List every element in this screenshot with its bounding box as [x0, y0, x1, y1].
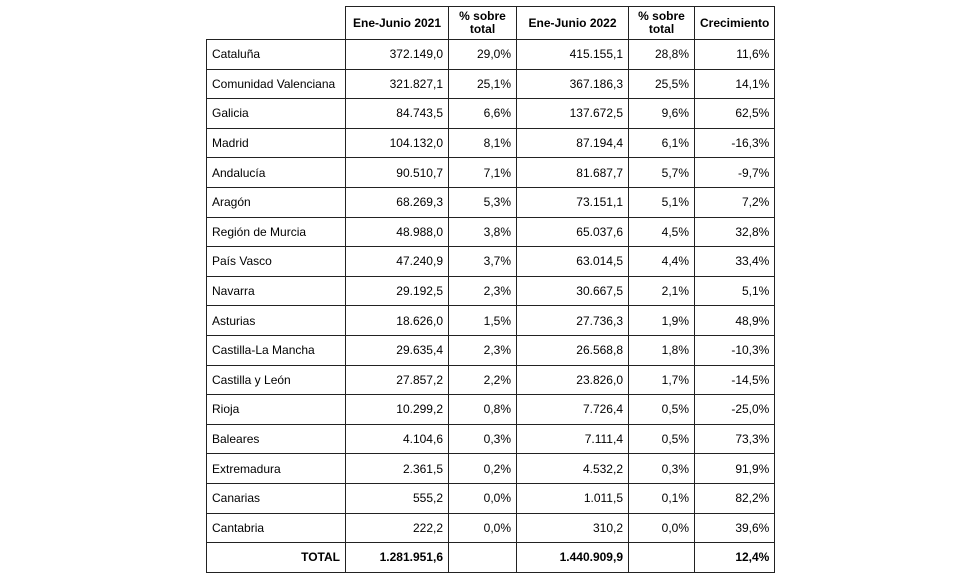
- table-row: [207, 69, 775, 99]
- table-row: [207, 454, 775, 484]
- cell-growth: 33,4%: [695, 247, 775, 277]
- cell-pct-2022: 1,8%: [629, 335, 695, 365]
- cell-growth: 48,9%: [695, 306, 775, 336]
- cell-pct-2022: 1,9%: [629, 306, 695, 336]
- cell-pct-2022: 1,7%: [629, 365, 695, 395]
- cell-val-2021: 321.827,1: [346, 69, 449, 99]
- total-growth: 12,4%: [695, 543, 775, 573]
- cell-val-2022: 30.667,5: [517, 276, 629, 306]
- cell-growth: -25,0%: [695, 395, 775, 425]
- cell-pct-2022: 0,3%: [629, 454, 695, 484]
- cell-region: País Vasco: [207, 247, 346, 277]
- table-row: [207, 306, 775, 336]
- cell-pct-2022: 0,0%: [629, 513, 695, 543]
- cell-region: Aragón: [207, 187, 346, 217]
- table-row: [207, 128, 775, 158]
- cell-val-2021: 372.149,0: [346, 40, 449, 70]
- total-val-2022: 1.440.909,9: [517, 543, 629, 573]
- cell-val-2022: 7.111,4: [517, 424, 629, 454]
- cell-region: Rioja: [207, 395, 346, 425]
- cell-pct-2021: 2,3%: [449, 335, 517, 365]
- cell-pct-2022: 0,1%: [629, 483, 695, 513]
- cell-val-2021: 47.240,9: [346, 247, 449, 277]
- cell-val-2022: 4.532,2: [517, 454, 629, 484]
- total-pct-2021: [449, 543, 517, 573]
- cell-growth: 7,2%: [695, 187, 775, 217]
- cell-pct-2021: 0,8%: [449, 395, 517, 425]
- cell-val-2021: 2.361,5: [346, 454, 449, 484]
- cell-val-2021: 10.299,2: [346, 395, 449, 425]
- cell-val-2021: 48.988,0: [346, 217, 449, 247]
- cell-pct-2022: 6,1%: [629, 128, 695, 158]
- table-row: [207, 217, 775, 247]
- cell-growth: 73,3%: [695, 424, 775, 454]
- cell-region: Extremadura: [207, 454, 346, 484]
- cell-pct-2022: 9,6%: [629, 99, 695, 129]
- cell-pct-2022: 28,8%: [629, 40, 695, 70]
- cell-val-2021: 84.743,5: [346, 99, 449, 129]
- header-val-2021: Ene-Junio 2021: [346, 7, 449, 40]
- cell-pct-2021: 3,7%: [449, 247, 517, 277]
- cell-val-2021: 18.626,0: [346, 306, 449, 336]
- table-header-row: [207, 7, 775, 40]
- cell-pct-2022: 4,4%: [629, 247, 695, 277]
- cell-pct-2021: 5,3%: [449, 187, 517, 217]
- cell-growth: 91,9%: [695, 454, 775, 484]
- table-row: [207, 335, 775, 365]
- table-row: [207, 158, 775, 188]
- cell-pct-2021: 25,1%: [449, 69, 517, 99]
- table-row: [207, 365, 775, 395]
- cell-val-2022: 23.826,0: [517, 365, 629, 395]
- cell-val-2022: 137.672,5: [517, 99, 629, 129]
- cell-region: Navarra: [207, 276, 346, 306]
- cell-growth: 14,1%: [695, 69, 775, 99]
- cell-region: Castilla y León: [207, 365, 346, 395]
- cell-val-2022: 1.011,5: [517, 483, 629, 513]
- cell-val-2022: 415.155,1: [517, 40, 629, 70]
- cell-val-2021: 555,2: [346, 483, 449, 513]
- cell-growth: -10,3%: [695, 335, 775, 365]
- cell-val-2021: 90.510,7: [346, 158, 449, 188]
- table-row: [207, 424, 775, 454]
- cell-pct-2022: 2,1%: [629, 276, 695, 306]
- cell-growth: 32,8%: [695, 217, 775, 247]
- cell-pct-2021: 0,3%: [449, 424, 517, 454]
- cell-growth: -14,5%: [695, 365, 775, 395]
- cell-pct-2021: 8,1%: [449, 128, 517, 158]
- table-row: [207, 247, 775, 277]
- table-row: [207, 40, 775, 70]
- cell-pct-2021: 6,6%: [449, 99, 517, 129]
- cell-pct-2021: 2,2%: [449, 365, 517, 395]
- cell-pct-2021: 1,5%: [449, 306, 517, 336]
- cell-growth: 39,6%: [695, 513, 775, 543]
- cell-pct-2022: 5,1%: [629, 187, 695, 217]
- cell-pct-2021: 2,3%: [449, 276, 517, 306]
- header-pct-2022: % sobre total: [629, 7, 695, 40]
- cell-val-2021: 27.857,2: [346, 365, 449, 395]
- cell-pct-2021: 0,2%: [449, 454, 517, 484]
- table-row: [207, 99, 775, 129]
- cell-pct-2022: 4,5%: [629, 217, 695, 247]
- cell-val-2022: 367.186,3: [517, 69, 629, 99]
- cell-pct-2021: 0,0%: [449, 513, 517, 543]
- total-row: [207, 543, 775, 573]
- cell-pct-2022: 0,5%: [629, 395, 695, 425]
- cell-pct-2021: 29,0%: [449, 40, 517, 70]
- cell-region: Asturias: [207, 306, 346, 336]
- cell-val-2022: 310,2: [517, 513, 629, 543]
- cell-growth: 5,1%: [695, 276, 775, 306]
- header-pct-2021: % sobre total: [449, 7, 517, 40]
- cell-pct-2022: 0,5%: [629, 424, 695, 454]
- table-row: [207, 513, 775, 543]
- header-val-2022: Ene-Junio 2022: [517, 7, 629, 40]
- cell-pct-2022: 5,7%: [629, 158, 695, 188]
- table-row: [207, 187, 775, 217]
- cell-growth: -16,3%: [695, 128, 775, 158]
- cell-val-2021: 29.635,4: [346, 335, 449, 365]
- cell-growth: 62,5%: [695, 99, 775, 129]
- regional-data-table: [206, 6, 775, 573]
- cell-region: Comunidad Valenciana: [207, 69, 346, 99]
- cell-val-2021: 29.192,5: [346, 276, 449, 306]
- cell-val-2022: 7.726,4: [517, 395, 629, 425]
- cell-val-2022: 65.037,6: [517, 217, 629, 247]
- cell-val-2022: 87.194,4: [517, 128, 629, 158]
- header-growth: Crecimiento: [695, 7, 775, 40]
- cell-growth: 11,6%: [695, 40, 775, 70]
- cell-growth: 82,2%: [695, 483, 775, 513]
- cell-region: Canarias: [207, 483, 346, 513]
- total-val-2021: 1.281.951,6: [346, 543, 449, 573]
- header-region: [207, 7, 346, 40]
- cell-val-2021: 68.269,3: [346, 187, 449, 217]
- cell-pct-2021: 7,1%: [449, 158, 517, 188]
- cell-val-2021: 4.104,6: [346, 424, 449, 454]
- cell-val-2021: 104.132,0: [346, 128, 449, 158]
- table-row: [207, 276, 775, 306]
- cell-region: Cantabria: [207, 513, 346, 543]
- table-row: [207, 395, 775, 425]
- data-table-container: [206, 6, 775, 573]
- cell-val-2022: 73.151,1: [517, 187, 629, 217]
- cell-region: Baleares: [207, 424, 346, 454]
- cell-region: Castilla-La Mancha: [207, 335, 346, 365]
- cell-val-2022: 26.568,8: [517, 335, 629, 365]
- cell-region: Madrid: [207, 128, 346, 158]
- cell-growth: -9,7%: [695, 158, 775, 188]
- table-body: [207, 40, 775, 543]
- cell-val-2022: 81.687,7: [517, 158, 629, 188]
- total-label: TOTAL: [207, 543, 346, 573]
- cell-region: Andalucía: [207, 158, 346, 188]
- cell-region: Cataluña: [207, 40, 346, 70]
- table-row: [207, 483, 775, 513]
- cell-val-2021: 222,2: [346, 513, 449, 543]
- cell-val-2022: 63.014,5: [517, 247, 629, 277]
- cell-val-2022: 27.736,3: [517, 306, 629, 336]
- cell-pct-2021: 3,8%: [449, 217, 517, 247]
- total-pct-2022: [629, 543, 695, 573]
- cell-pct-2022: 25,5%: [629, 69, 695, 99]
- cell-region: Galicia: [207, 99, 346, 129]
- cell-region: Región de Murcia: [207, 217, 346, 247]
- cell-pct-2021: 0,0%: [449, 483, 517, 513]
